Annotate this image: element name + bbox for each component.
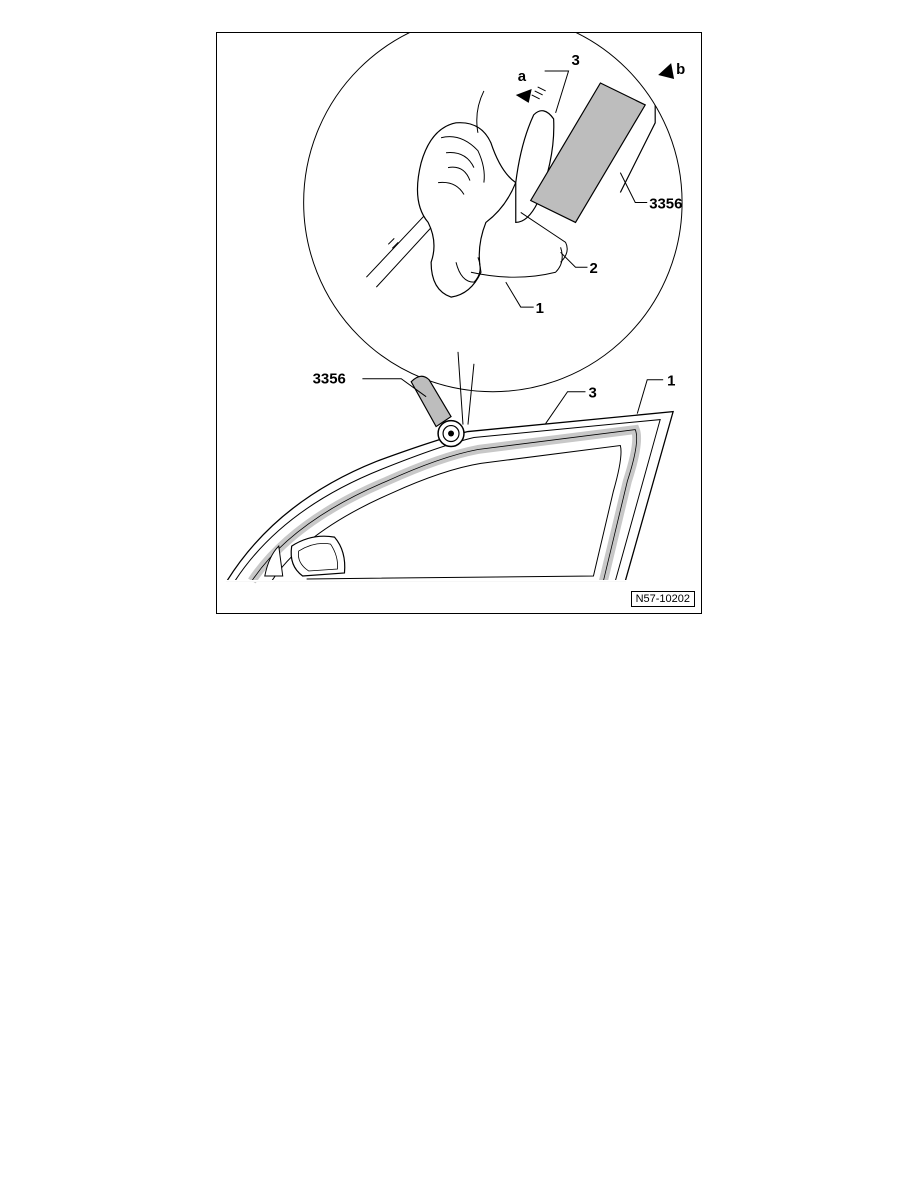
leader-main-1 [637, 380, 663, 414]
leader-main-3 [546, 392, 586, 424]
mirror-glass [298, 543, 337, 571]
tool-roller-axle [448, 431, 454, 437]
reference-code: N57-10202 [631, 591, 695, 607]
diagram-frame [216, 32, 702, 614]
label-detail-1: 1 [535, 300, 544, 318]
label-arrow-b: b [676, 61, 686, 79]
label-detail-tool: 3356 [649, 195, 683, 213]
label-detail-3: 3 [571, 52, 580, 70]
label-detail-2: 2 [589, 260, 598, 278]
magnifier-detail [304, 33, 682, 392]
door-seal-illustration [217, 33, 701, 613]
label-main-tool: 3356 [312, 370, 346, 388]
label-main-3: 3 [588, 384, 597, 402]
arrow-b [658, 63, 674, 79]
label-main-1: 1 [667, 372, 676, 390]
label-arrow-a: a [517, 68, 527, 85]
